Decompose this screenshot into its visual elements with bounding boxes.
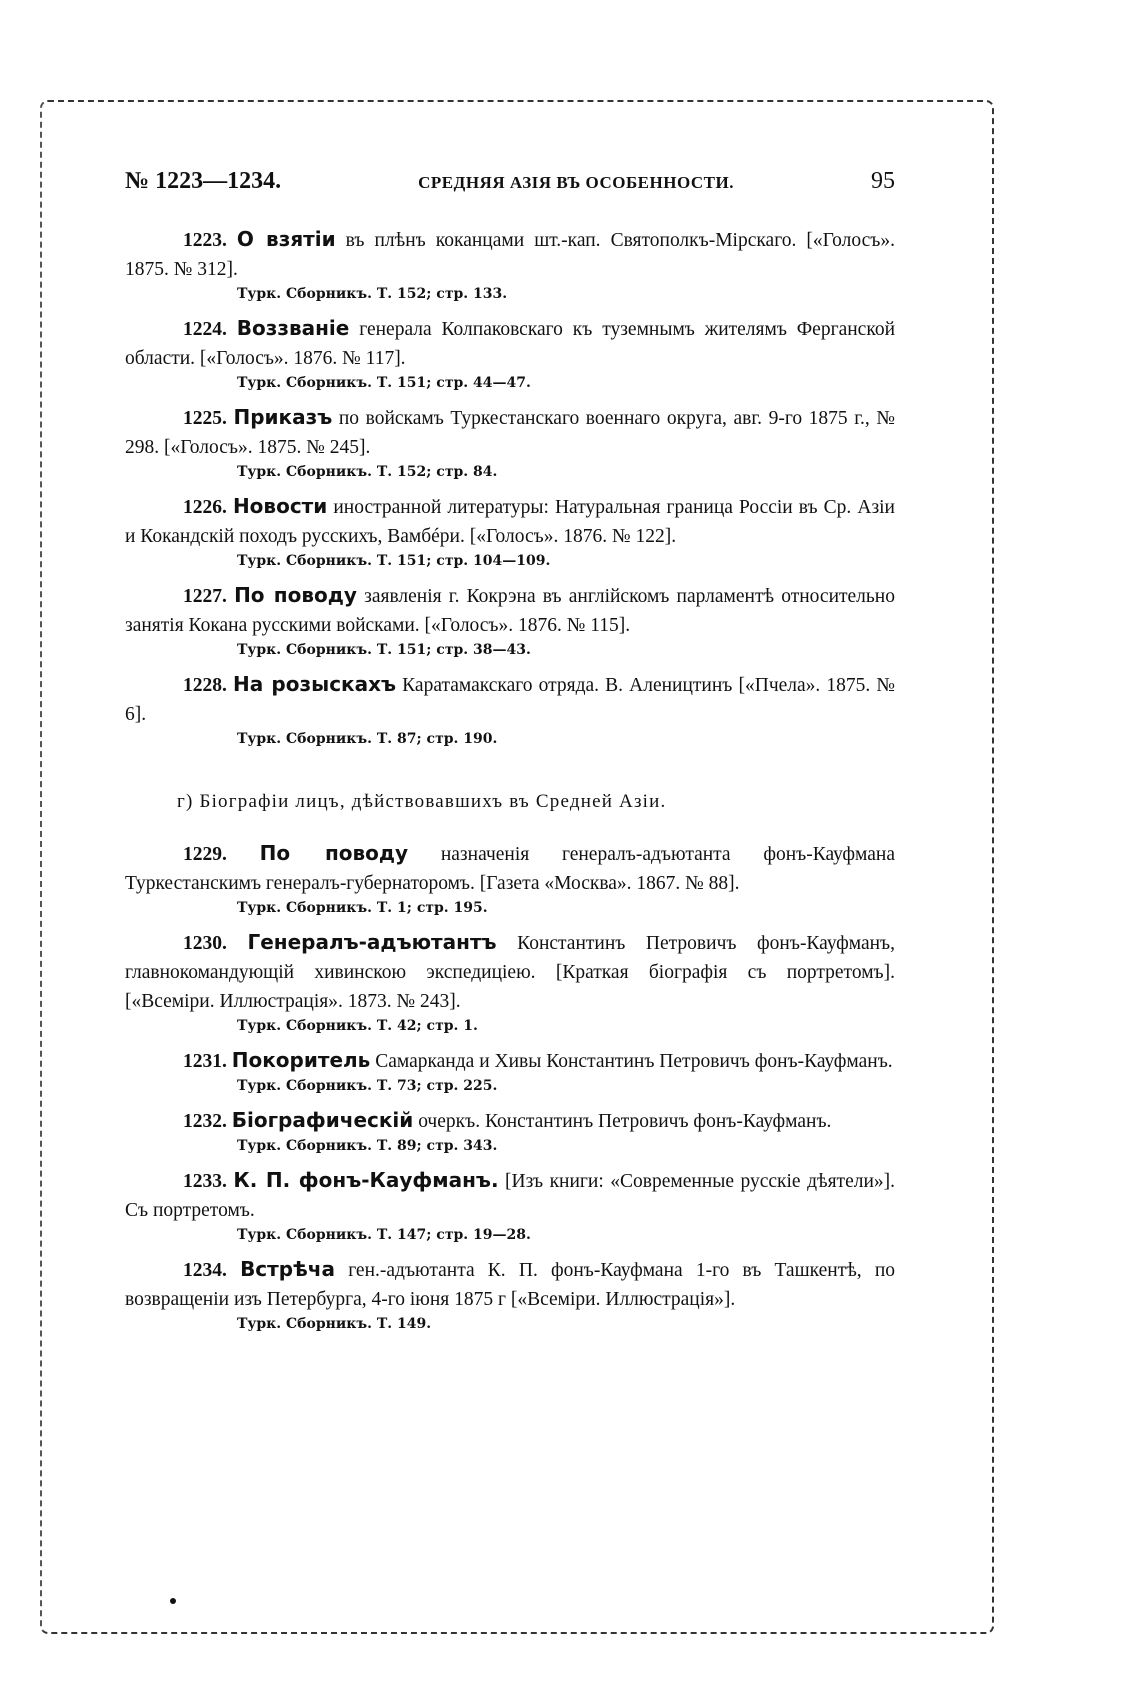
entry-heading: Воззваніе [236, 316, 350, 340]
entry [125, 1106, 895, 1154]
page-number: 95 [870, 168, 895, 194]
entry-source: Турк. Сборникъ. Т. 151; стр. 38—43. [237, 642, 531, 658]
entry-heading: Біографическій [231, 1108, 414, 1132]
entry-source: Турк. Сборникъ. Т. 87; стр. 190. [237, 731, 498, 747]
entry-source: Турк. Сборникъ. Т. 152; стр. 84. [237, 464, 498, 480]
entry-number: 1231. [183, 1051, 227, 1072]
entry-source: Турк. Сборникъ. Т. 73; стр. 225. [237, 1078, 498, 1094]
ink-speck [170, 1598, 176, 1604]
entry [125, 1046, 895, 1094]
section-running-title: СРЕДНЯЯ АЗІЯ ВЪ ОСОБЕННОСТИ. [418, 173, 734, 192]
entry [125, 928, 895, 1034]
entry-number: 1224. [183, 319, 227, 340]
entry-heading: Генералъ-адъютантъ [247, 930, 497, 954]
entry-number: 1230. [183, 933, 227, 954]
entry-text: [Изъ книги: «Современные русскіе дѣятели»]. Съ портретомъ. [125, 1171, 896, 1221]
entry-text: заявленія г. Кокрэна въ англійскомъ парламентѣ относительно занятія Кокана русскими войсками. [«Голосъ». 1876. № 115]. [125, 586, 895, 636]
entry-source: Турк. Сборникъ. Т. 151; стр. 104—109. [237, 553, 551, 569]
page-content [125, 168, 895, 1344]
entry [125, 314, 895, 391]
entry-source: Турк. Сборникъ. Т. 89; стр. 343. [237, 1138, 498, 1154]
entry [125, 403, 895, 480]
entry [125, 581, 895, 658]
entry-text: въ плѣнъ коканцами шт.-кап. Святополкъ-Мірскаго. [«Голосъ». 1875. № 312]. [125, 230, 896, 280]
entry-number: 1228. [183, 675, 227, 696]
running-header [125, 168, 895, 195]
entry [125, 1255, 895, 1332]
entry-range: № 1223—1234. [125, 168, 282, 194]
entry-source: Турк. Сборникъ. Т. 147; стр. 19—28. [237, 1227, 531, 1243]
entry-heading: К. П. фонъ-Кауфманъ. [233, 1168, 499, 1192]
entry [125, 839, 895, 916]
entry-source: Турк. Сборникъ. Т. 42; стр. 1. [237, 1018, 478, 1034]
entry-number: 1227. [183, 586, 227, 607]
entry-heading: Встрѣча [240, 1257, 336, 1281]
entry-heading: О взятіи [236, 227, 336, 251]
entry-heading: Новости [232, 494, 328, 518]
entry-heading: По поводу [259, 841, 409, 865]
entry-heading: На розыскахъ [233, 672, 397, 696]
entry-number: 1232. [183, 1111, 227, 1132]
entry-number: 1225. [183, 408, 227, 429]
entry [125, 492, 895, 569]
entry-text: очеркъ. Константинъ Петровичъ фонъ-Кауфманъ. [413, 1111, 832, 1132]
entry-source: Турк. Сборникъ. Т. 1; стр. 195. [237, 900, 488, 916]
entry-text: иностранной литературы: Натуральная граница Россіи въ Ср. Азіи и Кокандскій походъ русскихъ, Вамбéри. [«Голосъ». 1876. № 122]. [125, 497, 895, 547]
entry-text: Каратамакскаго отряда. В. Алеництинъ [«Пчела». 1875. № 6]. [125, 675, 896, 725]
entry-source: Турк. Сборникъ. Т. 149. [237, 1316, 432, 1332]
entry [125, 1166, 895, 1243]
entry-number: 1234. [183, 1260, 227, 1281]
entry-text: назначенія генералъ-адъютанта фонъ-Кауфмана Туркестанскимъ генералъ-губернаторомъ. [Газета «Москва». 1867. № 88]. [125, 844, 895, 894]
entry-number: 1223. [183, 230, 227, 251]
entry [125, 670, 895, 747]
section-heading: г) Біографіи лицъ, дѣйствовавшихъ въ Средней Азіи. [177, 791, 667, 812]
entries-list-a [125, 225, 895, 747]
entries-list-b [125, 839, 895, 1332]
entry [125, 225, 895, 302]
entry-heading: Приказъ [233, 405, 333, 429]
entry-text: ген.-адъютанта К. П. фонъ-Кауфмана 1-го въ Ташкентѣ, по возвращеніи изъ Петербурга, 4-го іюня 1875 г [«Всеміри. Иллюстрація»]. [125, 1260, 896, 1310]
entry-number: 1229. [183, 844, 227, 865]
entry-text: Самарканда и Хивы Константинъ Петровичъ фонъ-Кауфманъ. [370, 1051, 893, 1072]
entry-text: по войскамъ Туркестанскаго военнаго округа, авг. 9-го 1875 г., № 298. [«Голосъ». 1875. № 245]. [125, 408, 895, 458]
entry-number: 1226. [183, 497, 227, 518]
entry-source: Турк. Сборникъ. Т. 151; стр. 44—47. [237, 375, 531, 391]
entry-text: Константинъ Петровичъ фонъ-Кауфманъ, главнокомандующій хивинскою экспедиціею. [Краткая біографія съ портретомъ]. [«Всеміри. Иллюстрація». 1873. № 243]. [125, 933, 896, 1012]
entry-source: Турк. Сборникъ. Т. 152; стр. 133. [237, 286, 508, 302]
entry-text: генерала Колпаковскаго къ туземнымъ жителямъ Ферганской области. [«Голосъ». 1876. № 117]. [125, 319, 896, 369]
entry-heading: Покоритель [231, 1048, 371, 1072]
entry-number: 1233. [183, 1171, 227, 1192]
entry-heading: По поводу [234, 583, 357, 607]
